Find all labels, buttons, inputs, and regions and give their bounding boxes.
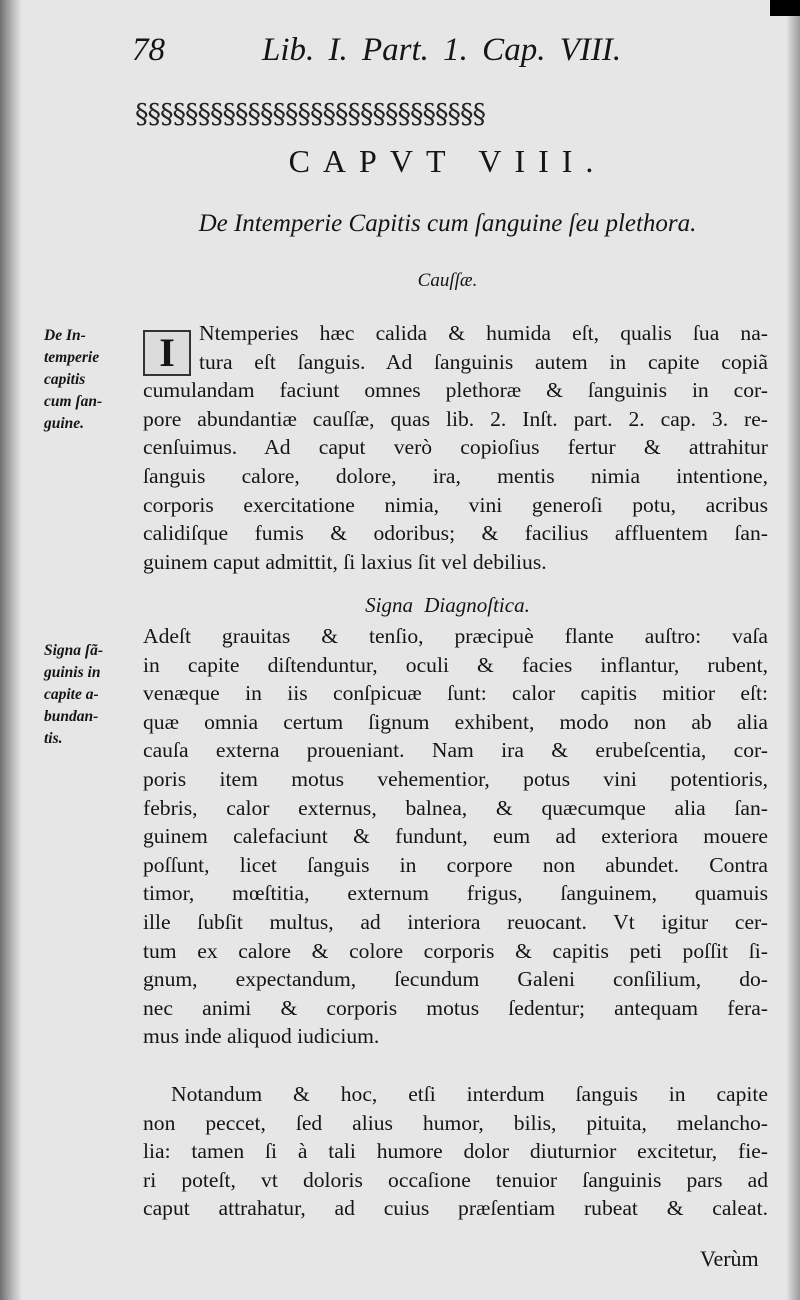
text-line: febris, calor externus, balnea, & quæcumque alia ſan- bbox=[143, 795, 768, 820]
text-line: poris item motus vehementior, potus vini potentioris, bbox=[143, 766, 768, 791]
margin-note-signa bbox=[44, 640, 134, 750]
text-line: caput attrahatur, ad cuius præſentiam rubeat & caleat. bbox=[143, 1196, 768, 1221]
margin-note-line: cum ſan- bbox=[44, 393, 103, 410]
margin-note-line: bundan- bbox=[44, 708, 99, 725]
margin-note-line: De In- bbox=[44, 327, 86, 344]
text-line: Notandum & hoc, etſi interdum ſanguis in capite bbox=[171, 1082, 768, 1106]
paragraph-causes bbox=[143, 319, 768, 576]
text-line: cumulandam faciunt omnes plethoræ & ſanguinis in cor- bbox=[143, 378, 768, 403]
text-line: lia: tamen ſi à tali humore dolor diuturnior excitetur, fie- bbox=[143, 1139, 768, 1164]
text-line: timor, mœſtitia, externum frigus, ſanguinem, quamuis bbox=[143, 881, 768, 906]
text-line: Ntemperies hæc calida & humida eſt, qualis ſua na- bbox=[199, 321, 768, 345]
scan-corner bbox=[770, 0, 800, 16]
catchword: Verùm bbox=[700, 1246, 759, 1271]
paragraph-notandum bbox=[143, 1080, 768, 1223]
running-head bbox=[132, 32, 762, 76]
text-line: ille ſubſit multus, ad interiora reuocant. Vt igitur cer- bbox=[143, 909, 768, 934]
running-title: Lib. I. Part. 1. Cap. VIII. bbox=[262, 32, 622, 68]
text-line: pore abundantiæ cauſſæ, quas lib. 2. Inſt. part. 2. cap. 3. re- bbox=[143, 406, 768, 431]
text-line: ſanguis calore, dolore, ira, mentis nimia intentione, bbox=[143, 463, 768, 488]
text-line: calidiſque fumis & odoribus; & facilius affluentem ſan- bbox=[143, 521, 768, 546]
page-number: 78 bbox=[132, 32, 165, 68]
margin-note-line: capitis bbox=[44, 371, 86, 388]
margin-note-line: temperie bbox=[44, 349, 100, 366]
text-line: gnum, expectandum, ſecundum Galeni conſilium, do- bbox=[143, 967, 768, 992]
text-line: tum ex calore & colore corporis & capitis peti poſſit ſi- bbox=[143, 938, 768, 963]
text-line: tura eſt ſanguis. Ad ſanguinis autem in capite copiã bbox=[199, 349, 768, 374]
text-line: guinem calefaciunt & fundunt, eum ad exteriora mouere bbox=[143, 824, 768, 849]
text-line: poſſunt, licet ſanguis in corpore non abundet. Contra bbox=[143, 852, 768, 877]
margin-note-line: guine. bbox=[44, 415, 85, 432]
paragraph-signs bbox=[143, 622, 768, 1051]
text-line: cauſa externa proueniant. Nam ira & erubeſcentia, cor- bbox=[143, 738, 768, 763]
margin-note-intemperie bbox=[44, 325, 134, 435]
text-line: ri poteſt, vt doloris occaſione tenuior ſanguinis pars ad bbox=[143, 1167, 768, 1192]
text-line: Adeſt grauitas & tenſio, præcipuè flante auſtro: vaſa bbox=[143, 624, 768, 648]
margin-note-line: capite a- bbox=[44, 686, 99, 703]
text-line: mus inde aliquod iudicium. bbox=[143, 1024, 380, 1049]
section-heading-causes: Cauſſæ. bbox=[417, 270, 478, 291]
text-line: guinem caput admittit, ſi laxius ſit vel debilius. bbox=[143, 549, 547, 574]
chapter-subtitle: De Intemperie Capitis cum ſanguine ſeu plethora. bbox=[198, 210, 697, 237]
text-line: quæ omnia certum ſignum exhibent, modo non ab alia bbox=[143, 709, 768, 734]
page-edge-shadow bbox=[786, 0, 800, 1300]
drop-cap-initial: I bbox=[143, 330, 191, 376]
text-line: corporis exercitatione nimia, vini generoſi potu, acribus bbox=[143, 492, 768, 517]
decorative-ornament-band: §§§§§§§§§§§§§§§§§§§§§§§§§§§§ bbox=[135, 99, 485, 130]
text-line: in capite diſtenduntur, oculi & facies inflantur, rubent, bbox=[143, 652, 768, 677]
section-heading-signa: Signa Diagnoſtica. bbox=[365, 593, 530, 617]
chapter-title: CAPVT VIII. bbox=[288, 143, 607, 179]
margin-note-line: guinis in bbox=[44, 664, 101, 681]
text-line: nec animi & corporis motus ſedentur; antequam fera- bbox=[143, 995, 768, 1020]
text-line: cenſuimus. Ad caput verò copioſius fertur & attrahitur bbox=[143, 435, 768, 460]
margin-note-line: Signa ſã- bbox=[44, 642, 103, 659]
margin-note-line: tis. bbox=[44, 730, 63, 747]
text-line: venæque in iis conſpicuæ ſunt: calor capitis mitior eſt: bbox=[143, 681, 768, 706]
text-line: non peccet, ſed alius humor, bilis, pituita, melancho- bbox=[143, 1110, 768, 1135]
page-gutter-shadow bbox=[0, 0, 22, 1300]
